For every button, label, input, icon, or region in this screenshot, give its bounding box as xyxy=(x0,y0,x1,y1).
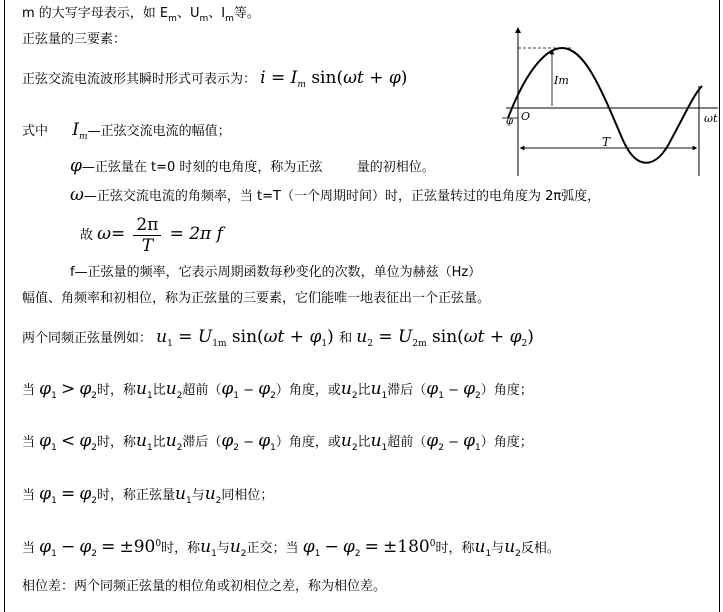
sub-1: 1 xyxy=(485,549,492,559)
text-b: 超前（ xyxy=(182,383,222,398)
var-u: u xyxy=(340,431,352,451)
intro-text-c: 、I xyxy=(208,6,226,21)
text-e: ）角度； xyxy=(480,435,533,450)
value-90: ±90 xyxy=(119,537,156,557)
word-dang: 当 xyxy=(22,541,36,556)
op-minus: − xyxy=(243,435,255,450)
text-d: 滞后（ xyxy=(387,383,427,398)
var-phi: φ xyxy=(221,379,234,399)
op-eq: = xyxy=(364,537,379,557)
op-eq: = xyxy=(101,537,116,557)
text-c: ）角度，或 xyxy=(275,383,341,398)
var-phi: φ xyxy=(426,379,439,399)
var-u: u xyxy=(370,379,382,399)
sub-m: m xyxy=(199,14,209,24)
var-phi: φ xyxy=(79,537,92,557)
var-omega: ω xyxy=(97,224,112,244)
paren-close: ) xyxy=(400,68,408,88)
op-plus: + xyxy=(489,327,505,347)
var-phi: φ xyxy=(463,431,476,451)
var-omega: ω xyxy=(463,327,478,347)
label-gu: 故 xyxy=(80,228,94,243)
sub-1: 1 xyxy=(270,443,276,453)
sub-2: 2 xyxy=(354,549,361,559)
sub-2: 2 xyxy=(91,549,97,559)
var-u: u xyxy=(135,379,147,399)
word-bi: 比 xyxy=(357,435,371,450)
text-b: 同相位； xyxy=(221,488,274,503)
sub-1: 1 xyxy=(321,339,328,349)
text-a: 时，称 xyxy=(161,541,201,556)
var-omega: ω xyxy=(343,68,357,88)
word-bi: 比 xyxy=(152,435,166,450)
sub-m: m xyxy=(79,132,88,142)
text-d: 反相。 xyxy=(520,541,560,556)
fraction-denominator: T xyxy=(141,236,154,256)
var-I: I xyxy=(72,120,80,140)
sub-1: 1 xyxy=(185,496,192,506)
op-plus: + xyxy=(369,68,384,88)
intro-line xyxy=(22,5,260,23)
var-u: u xyxy=(356,327,368,347)
var-u: u xyxy=(165,431,177,451)
var-phi: φ xyxy=(258,431,271,451)
var-omega: ω xyxy=(263,327,278,347)
var-phi: φ xyxy=(39,431,52,451)
definition-Im xyxy=(22,121,231,141)
var-omega: ω xyxy=(70,185,84,205)
formula-intro: 正弦交流电流波形其瞬时形式可表示为： xyxy=(22,72,257,87)
sub-1: 1 xyxy=(146,443,153,453)
phase-lead-line xyxy=(22,380,533,400)
sub-m: m xyxy=(225,14,234,24)
var-t: t xyxy=(356,68,364,88)
text-b: 正交；当 xyxy=(246,541,299,556)
three-elements-summary: 幅值、角频率和初相位，称为正弦量的三要素，它们能唯一地表征出一个正弦量。 xyxy=(22,291,491,306)
sub-2: 2 xyxy=(270,391,276,401)
sub-2: 2 xyxy=(176,391,183,401)
sub-2m: 2m xyxy=(412,339,427,349)
text-b: 滞后（ xyxy=(182,435,222,450)
fraction-numerator: 2π xyxy=(133,215,161,236)
sub-m: m xyxy=(297,80,306,90)
phase-lag-line xyxy=(22,432,533,452)
text-a: 时，称 xyxy=(96,435,136,450)
sub-2: 2 xyxy=(367,339,373,349)
paren-close: ) xyxy=(327,327,334,347)
label-T: T xyxy=(602,135,611,149)
var-phi: φ xyxy=(79,484,92,504)
label-shizhong: 式中 xyxy=(22,124,49,139)
var-u: u xyxy=(370,431,382,451)
op-lt: < xyxy=(60,431,76,451)
fn-sin: sin( xyxy=(311,68,344,88)
sub-2: 2 xyxy=(351,443,358,453)
sub-2: 2 xyxy=(475,391,481,401)
sub-1: 1 xyxy=(475,443,481,453)
op-minus: − xyxy=(243,383,255,398)
page-border-left xyxy=(4,0,5,612)
sub-2: 2 xyxy=(233,443,240,453)
formula-line xyxy=(22,69,407,89)
definition-omega xyxy=(70,186,600,206)
quadrature-antiphase-line xyxy=(22,538,560,558)
sub-1: 1 xyxy=(438,391,444,401)
sub-m: m xyxy=(168,14,177,24)
word-bi: 比 xyxy=(152,383,166,398)
sub-2: 2 xyxy=(521,339,528,349)
var-phi: φ xyxy=(309,327,322,347)
var-U: U xyxy=(398,327,413,347)
op-minus: − xyxy=(448,383,459,398)
sub-2: 2 xyxy=(515,549,521,559)
var-t: t xyxy=(277,327,285,347)
var-i: i xyxy=(260,68,266,88)
definition-phi xyxy=(70,157,435,177)
var-u: u xyxy=(174,484,186,504)
sub-2: 2 xyxy=(215,496,222,506)
sub-1: 1 xyxy=(381,391,388,401)
text-c: 时，称 xyxy=(435,541,475,556)
op-eq: = xyxy=(178,327,193,347)
op-plus: + xyxy=(289,327,305,347)
var-I: I xyxy=(290,68,298,88)
var-phi: φ xyxy=(79,379,92,399)
intro-text-a: m 的大写字母表示，如 E xyxy=(22,6,169,21)
sub-2: 2 xyxy=(176,443,183,453)
var-phi: φ xyxy=(39,379,52,399)
op-eq: = xyxy=(111,224,126,244)
var-u: u xyxy=(156,327,168,347)
var-u: u xyxy=(204,484,216,504)
op-gt: > xyxy=(60,379,76,399)
var-phi: φ xyxy=(509,327,522,347)
var-phi: φ xyxy=(463,379,476,399)
sub-1: 1 xyxy=(381,443,388,453)
label-O: O xyxy=(521,110,531,123)
formula-rhs: = 2π f xyxy=(169,224,223,244)
var-phi: φ xyxy=(39,484,52,504)
text-d: 超前（ xyxy=(387,435,427,450)
var-u: u xyxy=(474,537,486,557)
var-phi: φ xyxy=(388,68,401,88)
sup-0: 0 xyxy=(155,539,162,549)
paren-close: ) xyxy=(527,327,534,347)
example-line xyxy=(22,328,534,348)
sub-1: 1 xyxy=(51,391,57,401)
definition-f: f—正弦量的频率，它表示周期函数每秒变化的次数，单位为赫兹（Hz） xyxy=(70,265,482,280)
var-u: u xyxy=(229,537,241,557)
label-phi: φ xyxy=(506,116,514,127)
sine-wave-figure xyxy=(502,26,720,178)
fn-sin: sin( xyxy=(231,327,264,347)
sub-1: 1 xyxy=(167,339,173,349)
conj-and: 和 xyxy=(339,331,353,346)
label-Im: Im xyxy=(554,74,569,87)
op-minus: − xyxy=(324,537,339,557)
omega-formula xyxy=(80,214,223,256)
text-a: 时，称 xyxy=(96,383,136,398)
word-dang: 当 xyxy=(22,383,36,398)
word-yu: 与 xyxy=(191,488,205,503)
var-u: u xyxy=(165,379,177,399)
var-phi: φ xyxy=(342,537,355,557)
sub-1: 1 xyxy=(51,496,57,506)
var-u: u xyxy=(504,537,516,557)
var-phi: φ xyxy=(221,431,234,451)
var-u: u xyxy=(200,537,212,557)
word-yu: 与 xyxy=(491,541,505,556)
fraction xyxy=(133,215,161,256)
var-phi: φ xyxy=(258,379,271,399)
label-wt: ωt xyxy=(704,112,718,125)
op-eq: = xyxy=(378,327,393,347)
var-phi: φ xyxy=(426,431,439,451)
word-dang: 当 xyxy=(22,488,36,503)
definition-phi-text: —正弦量在 t=0 时刻的电角度，称为正弦 量的初相位。 xyxy=(81,160,435,175)
text-c: ）角度，或 xyxy=(275,435,341,450)
var-phi: φ xyxy=(302,537,315,557)
text-a: 时，称正弦量 xyxy=(96,488,175,503)
sup-0: 0 xyxy=(429,539,436,549)
var-phi: φ xyxy=(79,431,92,451)
sub-2: 2 xyxy=(91,391,97,401)
sub-2: 2 xyxy=(438,443,444,453)
word-bi: 比 xyxy=(357,383,371,398)
op-eq: = xyxy=(60,484,76,504)
word-dang: 当 xyxy=(22,435,36,450)
sub-1: 1 xyxy=(51,549,57,559)
sub-1: 1 xyxy=(233,391,240,401)
word-yu: 与 xyxy=(216,541,230,556)
sub-2: 2 xyxy=(240,549,247,559)
value-180: ±180 xyxy=(383,537,430,557)
var-t: t xyxy=(477,327,485,347)
sub-1: 1 xyxy=(51,443,57,453)
op-eq: = xyxy=(271,68,286,88)
sub-2: 2 xyxy=(351,391,358,401)
var-phi: φ xyxy=(39,537,52,557)
sub-2: 2 xyxy=(91,443,97,453)
sub-1: 1 xyxy=(314,549,321,559)
sub-2: 2 xyxy=(91,496,97,506)
text-e: ）角度； xyxy=(480,383,533,398)
in-phase-line xyxy=(22,485,273,505)
var-phi: φ xyxy=(70,156,82,176)
var-u: u xyxy=(135,431,147,451)
fn-sin: sin( xyxy=(432,327,464,347)
definition-omega-text: —正弦交流电流的角频率，当 t=T（一个周期时间）时，正弦量转过的电角度为 2π弧度， xyxy=(83,189,601,204)
var-u: u xyxy=(340,379,352,399)
section-heading: 正弦量的三要素： xyxy=(22,32,127,47)
op-minus: − xyxy=(448,435,459,450)
intro-text-d: 等。 xyxy=(233,6,260,21)
example-intro: 两个同频正弦量例如： xyxy=(22,331,153,346)
definition-Im-text: —正弦交流电流的幅值； xyxy=(87,124,231,139)
var-U: U xyxy=(197,327,213,347)
sub-1: 1 xyxy=(211,549,217,559)
op-minus: − xyxy=(60,537,76,557)
intro-text-b: 、U xyxy=(176,6,200,21)
sub-1: 1 xyxy=(146,391,153,401)
phase-difference-definition: 相位差：两个同频正弦量的相位角或初相位之差，称为相位差。 xyxy=(22,579,387,594)
sub-1m: 1m xyxy=(212,339,227,349)
